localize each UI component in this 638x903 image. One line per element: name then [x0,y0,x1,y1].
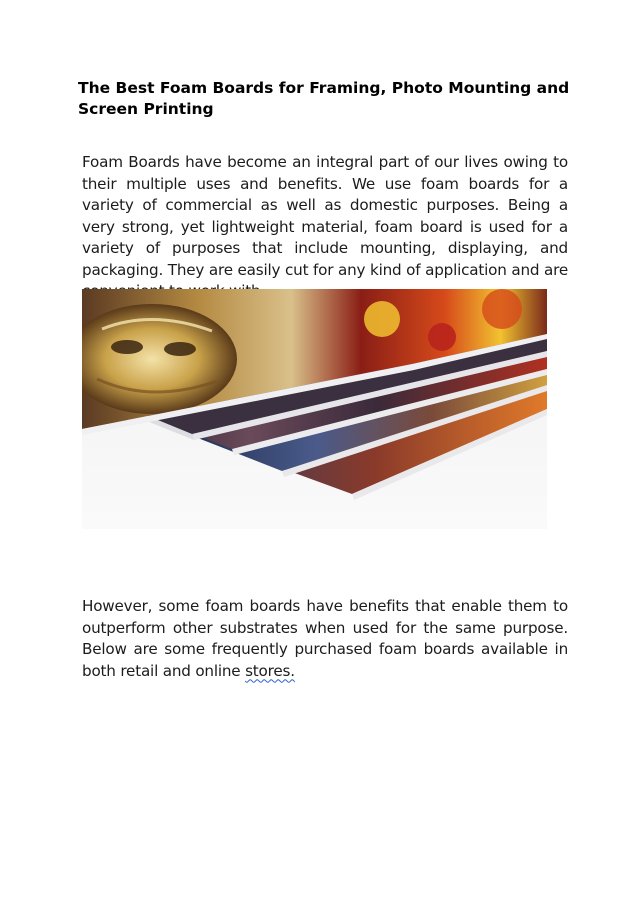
benefits-paragraph-last-word: stores. [245,661,295,680]
foam-boards-illustration [82,289,547,529]
foam-boards-photo [82,289,547,529]
benefits-paragraph [82,596,568,682]
intro-paragraph: Foam Boards have become an integral part of our lives owing to their multiple uses and benefits. We use foam boards for a variety of commercial as well as domestic purposes. Being a very strong, yet lightweight material, foam board is used for a variety of purposes that include mounting, displaying, and packaging. They are easily cut for any kind of application and are [82,153,568,279]
document-title: The Best Foam Boards for Framing, Photo Mounting and Screen Printing [78,79,570,118]
benefits-paragraph-text: However, some foam boards have benefits that enable them to outperform other substrates when used for the same purpose. Below are some frequently purchased foam boards available in both retail and online [82,597,568,680]
